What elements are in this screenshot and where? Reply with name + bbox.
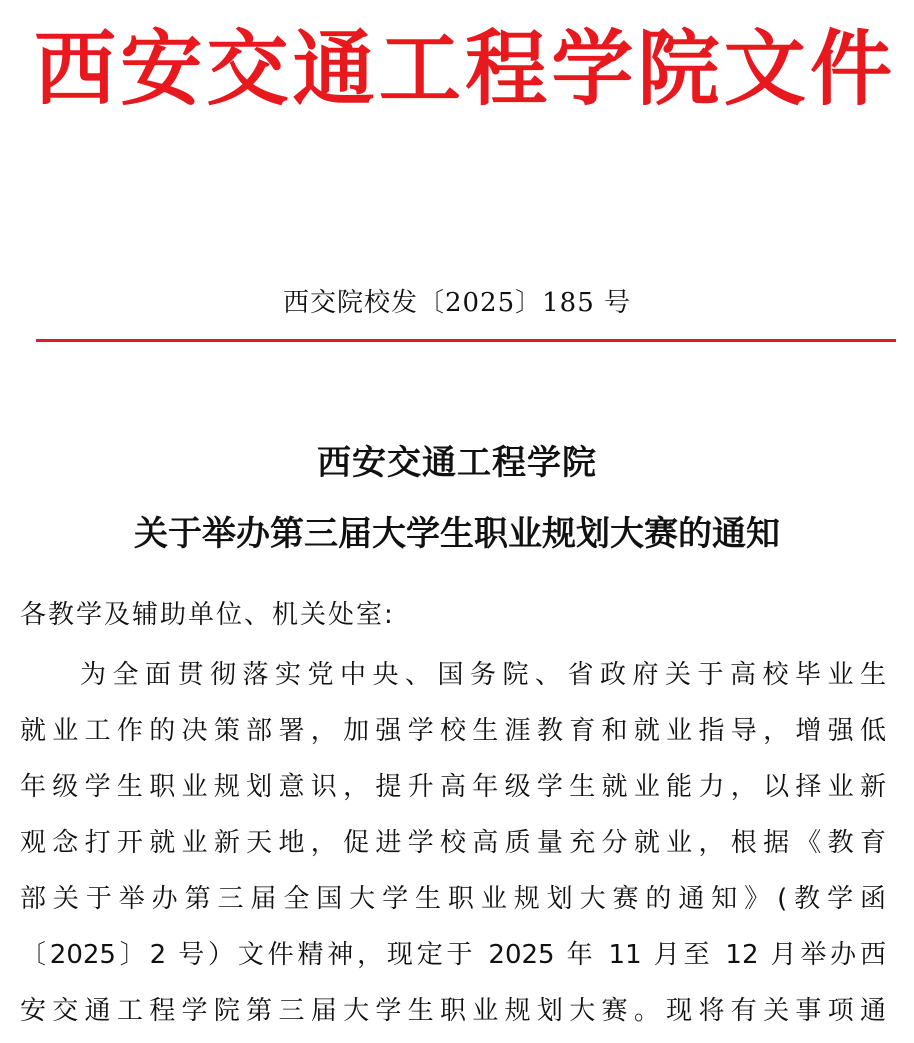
masthead-char: 程 bbox=[465, 21, 548, 117]
document-number: 西交院校发〔2025〕185 号 bbox=[282, 288, 632, 318]
masthead-char: 西 bbox=[34, 21, 117, 117]
body-text-line: 〔2025〕2 号）文件精神，现定于 2025 年 11 月至 12 月举办西 bbox=[20, 940, 886, 970]
masthead-char: 件 bbox=[809, 21, 892, 117]
body-text-line: 部关于举办第三届全国大学生职业规划大赛的通知》(教学函 bbox=[20, 884, 886, 914]
notice-title-subject: 关于举办第三届大学生职业规划大赛的通知 bbox=[134, 514, 780, 554]
body-text-line: 安交通工程学院第三届大学生职业规划大赛。现将有关事项通 bbox=[20, 996, 886, 1026]
document-masthead bbox=[0, 14, 914, 124]
body-text-line: 就业工作的决策部署，加强学校生涯教育和就业指导，增强低 bbox=[20, 716, 886, 746]
notice-title-issuer: 西安交通工程学院 bbox=[317, 443, 597, 483]
body-text-line: 年级学生职业规划意识，提升高年级学生就业能力，以择业新 bbox=[20, 772, 886, 802]
masthead-char: 工 bbox=[378, 21, 461, 117]
body-text-line: 观念打开就业新天地，促进学校高质量充分就业，根据《教育 bbox=[20, 828, 886, 858]
masthead-char: 安 bbox=[120, 21, 203, 117]
masthead-char: 交 bbox=[206, 21, 289, 117]
red-divider-rule bbox=[36, 339, 896, 342]
masthead-char: 文 bbox=[723, 21, 806, 117]
masthead-char: 通 bbox=[292, 21, 375, 117]
masthead-char: 院 bbox=[637, 21, 720, 117]
body-text-line: 为全面贯彻落实党中央、国务院、省政府关于高校毕业生 bbox=[80, 660, 886, 690]
masthead-char: 学 bbox=[551, 21, 634, 117]
salutation: 各教学及辅助单位、机关处室: bbox=[20, 600, 395, 630]
